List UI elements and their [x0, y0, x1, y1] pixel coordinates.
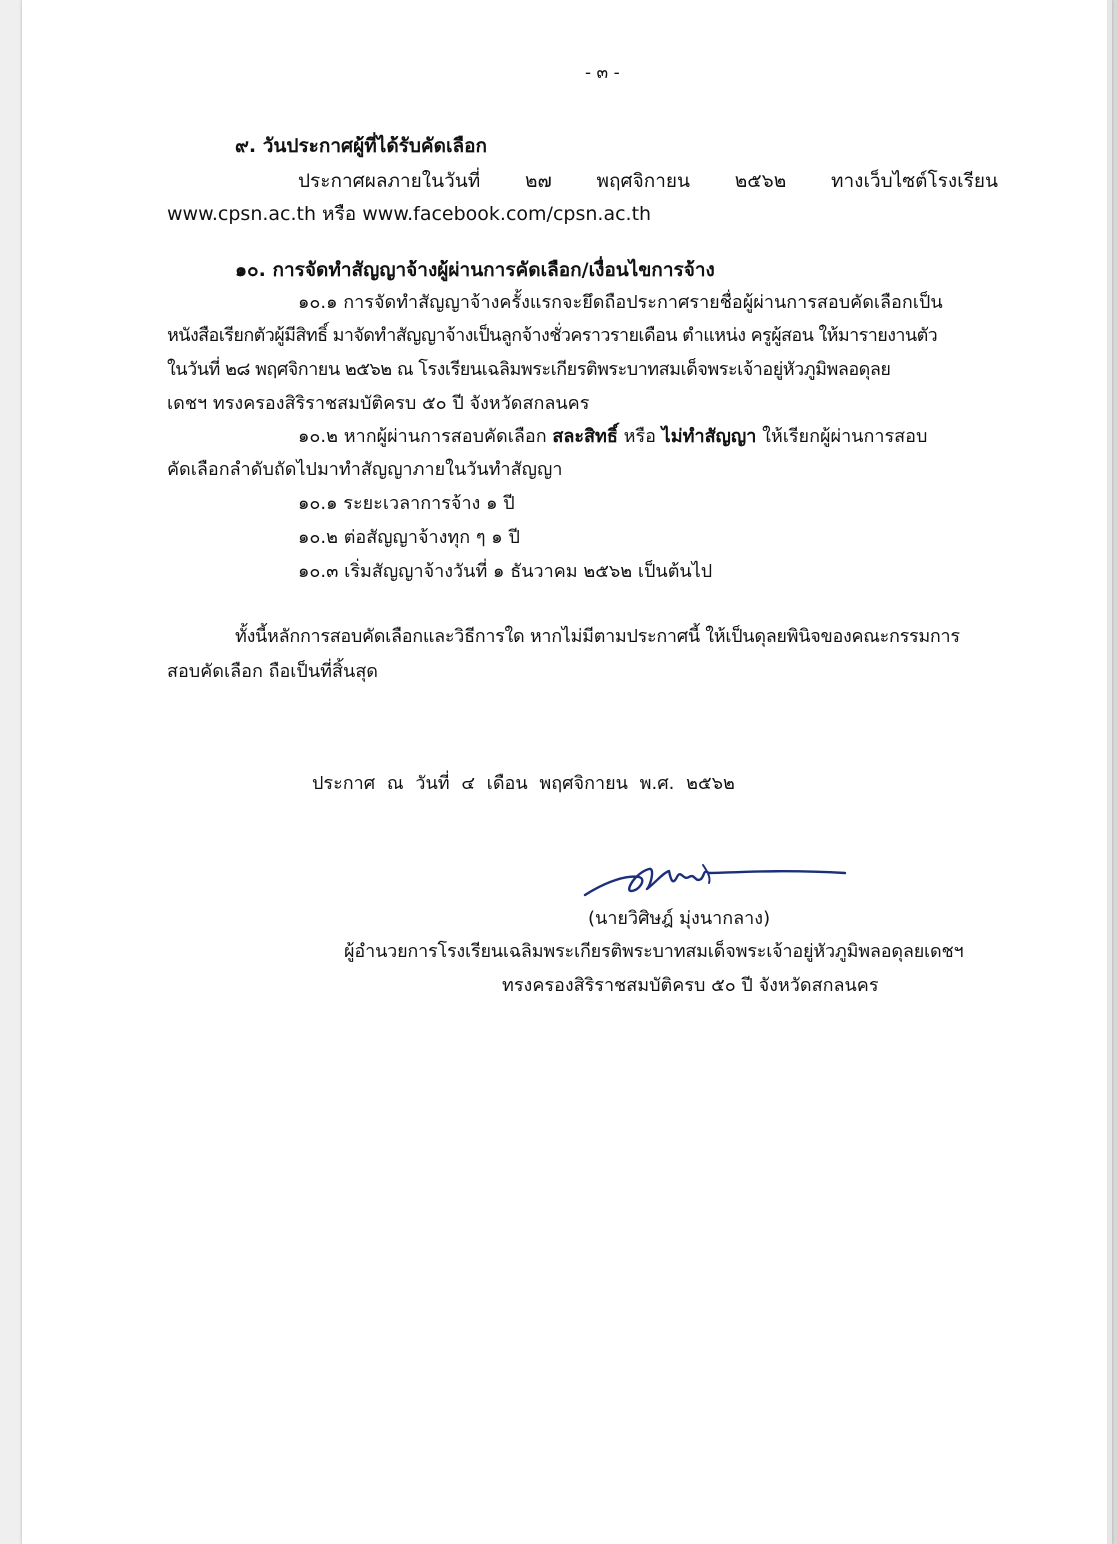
document-page [22, 0, 1112, 1544]
page-number: - ๓ - [585, 63, 620, 83]
page-right-edge [1107, 0, 1112, 1544]
section10-p2-line2: คัดเลือกลำดับถัดไปมาทำสัญญาภายในวันทำสัญญา [167, 459, 563, 480]
closing-line1: ทั้งนี้หลักการสอบคัดเลือกและวิธีการใด หากไม่มีตามประกาศนี้ ให้เป็นดุลยพินิจของคณะกรรมการ [235, 626, 960, 647]
signer-title2: ทรงครองสิริราชสมบัติครบ ๕๐ ปี จังหวัดสกลนคร [502, 975, 879, 996]
section9-line2: www.cpsn.ac.th หรือ www.facebook.com/cpsn.ac.th [167, 203, 652, 225]
section10-item-3: ๑๐.๓ เริ่มสัญญาจ้างวันที่ ๑ ธันวาคม ๒๕๖๒ เป็นต้นไป [298, 561, 713, 582]
section10-item-2: ๑๐.๒ ต่อสัญญาจ้างทุก ๆ ๑ ปี [298, 527, 520, 548]
section10-p1-line4: เดชฯ ทรงครองสิริราชสมบัติครบ ๕๐ ปี จังหวัดสกลนคร [167, 393, 590, 414]
closing-line2: สอบคัดเลือก ถือเป็นที่สิ้นสุด [167, 661, 378, 682]
p2-mid: หรือ [617, 426, 662, 447]
p2-bold-waive: สละสิทธิ์ [552, 426, 618, 447]
section10-p1-line2: หนังสือเรียกตัวผู้มีสิทธิ์ มาจัดทำสัญญาจ้างเป็นลูกจ้างชั่วคราวรายเดือน ตำแหน่ง ครูผู้สอน ให้มารายงานตัว [167, 325, 938, 346]
signature-image [577, 855, 857, 905]
section9-line1: ประกาศผลภายในวันที่ ๒๗ พฤศจิกายน ๒๕๖๒ ทางเว็บไซต์โรงเรียน [298, 170, 998, 192]
signer-name: (นายวิศิษฎ์ มุ่งนากลาง) [588, 908, 771, 929]
p2-post: ให้เรียกผู้ผ่านการสอบ [756, 426, 928, 447]
section10-p1-line1: ๑๐.๑ การจัดทำสัญญาจ้างครั้งแรกจะยึดถือประกาศรายชื่อผู้ผ่านการสอบคัดเลือกเป็น [298, 292, 943, 313]
announce-date: ประกาศ ณ วันที่ ๔ เดือน พฤศจิกายน พ.ศ. ๒๕๖๒ [312, 773, 735, 794]
signer-title1: ผู้อำนวยการโรงเรียนเฉลิมพระเกียรติพระบาทสมเด็จพระเจ้าอยู่หัวภูมิพลอดุลยเดชฯ [344, 941, 964, 962]
section10-item-1: ๑๐.๑ ระยะเวลาการจ้าง ๑ ปี [298, 493, 515, 514]
p2-bold-nosign: ไม่ทำสัญญา [661, 426, 757, 447]
section10-heading: ๑๐. การจัดทำสัญญาจ้างผู้ผ่านการคัดเลือก/เงื่อนไขการจ้าง [235, 259, 715, 281]
section10-p2-line1 [298, 425, 927, 449]
section9-heading: ๙. วันประกาศผู้ที่ได้รับคัดเลือก [235, 135, 488, 157]
page-left-edge [0, 0, 22, 1544]
section10-p1-line3: ในวันที่ ๒๘ พฤศจิกายน ๒๕๖๒ ณ โรงเรียนเฉลิมพระเกียรติพระบาทสมเด็จพระเจ้าอยู่หัวภูมิพลอดุลย [167, 359, 891, 380]
p2-pre: ๑๐.๒ หากผู้ผ่านการสอบคัดเลือก [298, 426, 553, 447]
